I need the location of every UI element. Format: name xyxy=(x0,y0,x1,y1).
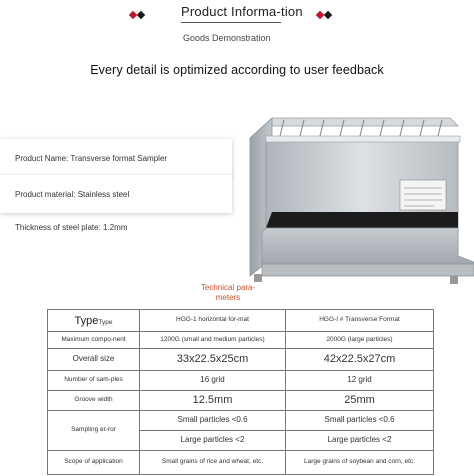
black-diamond-icon xyxy=(324,11,332,19)
number-of-samples-label: Number of sam-ples xyxy=(48,371,140,391)
number-of-samples-col2: 12 grid xyxy=(286,371,434,391)
table-row-overall-size xyxy=(48,349,434,371)
groove-width-col1: 12.5mm xyxy=(140,391,286,411)
product-thickness-text: Thickness of steel plate: 1.2mm xyxy=(15,223,128,232)
sampling-error-large-col2: Large particles <2 xyxy=(286,431,434,451)
max-component-col1: 1200G (small and medium particles) xyxy=(140,332,286,349)
type-col1: HGG-1 horizontal for-mat xyxy=(140,310,286,332)
scope-col2: Large grains of soybean and corn, etc. xyxy=(286,451,434,475)
header-diamonds-right xyxy=(317,12,331,18)
technical-parameters-title-line1: Technical para- xyxy=(200,283,256,292)
product-material-text: Product material: Stainless steel xyxy=(15,189,130,199)
product-name-text: Product Name: Transverse format Sampler xyxy=(15,153,168,163)
overall-size-col1: 33x22.5x25cm xyxy=(140,349,286,371)
max-component-label: Maximum compo-nent xyxy=(48,332,140,349)
sampling-error-label: Sampling er-ror xyxy=(48,411,140,451)
overall-size-col2: 42x22.5x27cm xyxy=(286,349,434,371)
type-label-cell xyxy=(48,310,140,332)
headline: Every detail is optimized according to user feedback xyxy=(90,63,384,77)
scope-col1: Small grains of rice and wheat, etc. xyxy=(140,451,286,475)
table-row-type xyxy=(48,310,434,332)
number-of-samples-col1: 16 grid xyxy=(140,371,286,391)
sampling-error-small-col2: Small particles <0.6 xyxy=(286,411,434,431)
sampler-product-image xyxy=(244,108,474,300)
technical-parameters-title-line2: meters xyxy=(215,293,241,302)
header-divider xyxy=(181,22,281,23)
sampling-error-large-col1: Large particles <2 xyxy=(140,431,286,451)
info-card-product-name xyxy=(0,139,232,177)
table-row-groove-width xyxy=(48,391,434,411)
groove-width-col2: 25mm xyxy=(286,391,434,411)
table-row-scope xyxy=(48,451,434,475)
type-label: Type xyxy=(74,315,99,328)
header-diamonds-left xyxy=(130,12,144,18)
header-subtitle: Goods Demonstration xyxy=(183,33,271,43)
spec-table xyxy=(47,309,434,475)
type-col2: HGG-I # Transverse Format xyxy=(286,310,434,332)
info-card-product-material xyxy=(0,175,232,213)
header-title: Product Informa-tion xyxy=(181,4,303,19)
type-label-suffix: Type xyxy=(98,319,113,327)
table-row-sampling-error-small xyxy=(48,411,434,431)
black-diamond-icon xyxy=(137,11,145,19)
table-row-number-of-samples xyxy=(48,371,434,391)
technical-parameters-title xyxy=(188,283,268,303)
sampling-error-small-col1: Small particles <0.6 xyxy=(140,411,286,431)
table-row-max-component xyxy=(48,332,434,349)
overall-size-label: Overall size xyxy=(48,349,140,371)
groove-width-label: Groove width xyxy=(48,391,140,411)
max-component-col2: 2000G (large particles) xyxy=(286,332,434,349)
scope-label: Scope of application xyxy=(48,451,140,475)
